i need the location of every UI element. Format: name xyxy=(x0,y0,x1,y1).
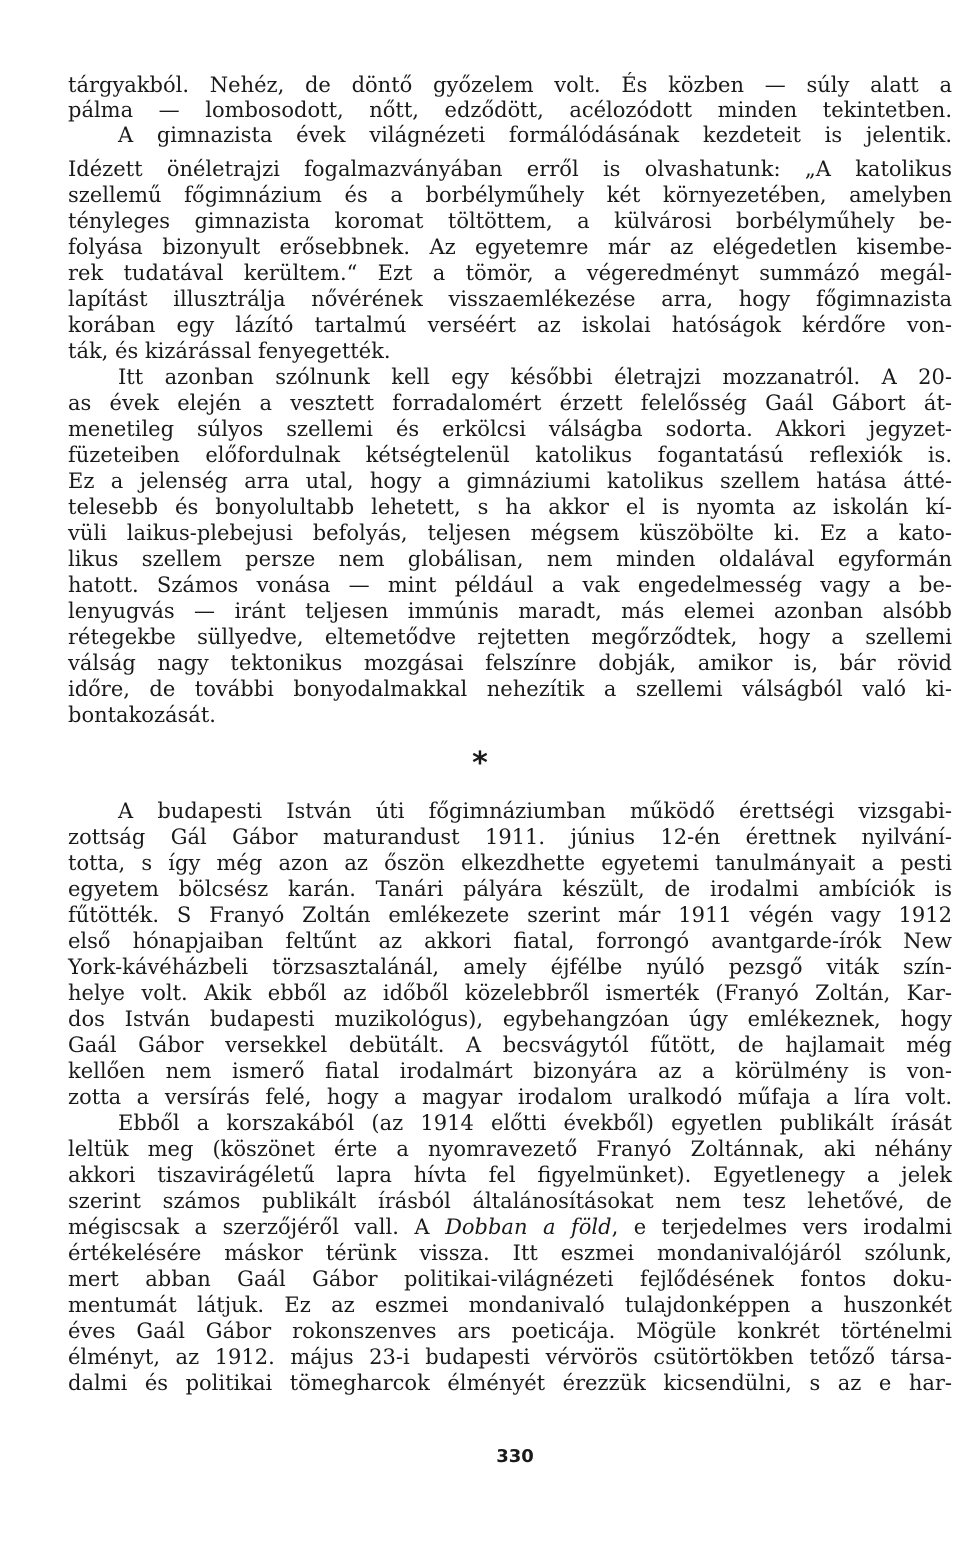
text-line: ták, és kizárással fenyegették. xyxy=(68,339,391,363)
text-line: dalmi és politikai tömegharcok élményét érezzük kicsendülni, s az e har- xyxy=(68,1371,952,1395)
text-line: tárgyakból. Nehéz, de döntő győzelem volt. És közben — súly alatt a xyxy=(68,73,952,97)
text-line: menetileg súlyos szellemi és erkölcsi válságba sodorta. Akkori jegyzet- xyxy=(68,417,952,441)
text-line: telesebb és bonyolultabb lehetett, s ha akkor el is nyomta az iskolán kí- xyxy=(68,495,952,519)
section-separator: * xyxy=(472,746,488,781)
text-line: hatott. Számos vonása — mint például a vak engedelmesség vagy a be- xyxy=(68,573,952,597)
poem-title: Dobban a föld xyxy=(445,1215,612,1239)
text-line: likus szellem persze nem globálisan, nem minden oldalával egyformán xyxy=(68,547,952,571)
text-line: A gimnazista évek világnézeti formálódásának kezdeteit is jelentik. xyxy=(118,123,952,147)
text-line: zotta a versírás felé, hogy a magyar irodalom uralkodó műfaja a líra volt. xyxy=(68,1085,952,1109)
text-line: totta, s így még azon az őszön elkezdhette egyetemi tanulmányait a pesti xyxy=(68,851,952,875)
text-line: mert abban Gaál Gábor politikai-világnézeti fejlődésének fontos doku- xyxy=(68,1267,952,1291)
text-line: vüli laikus-plebejusi befolyás, teljesen mégsem küszöbölte ki. Ez a kato- xyxy=(68,521,952,545)
text-line: bontakozását. xyxy=(68,703,216,727)
text-line: szerint számos publikált írásból általánosításokat nem tesz lehetővé, de xyxy=(68,1189,952,1213)
text-line: akkori tiszavirágéletű lapra hívta fel figyelmünket). Egyetlenegy a jelek xyxy=(68,1163,952,1187)
text-line: válság nagy tektonikus mozgásai felszínre dobják, amikor is, bár rövid xyxy=(68,651,952,675)
text-line: leltük meg (köszönet érte a nyomravezető Franyó Zoltánnak, aki néhány xyxy=(68,1137,952,1161)
text-line: éves Gaál Gábor rokonszenves ars poeticája. Mögüle konkrét történelmi xyxy=(68,1319,952,1343)
text-line: egyetem bölcsész karán. Tanári pályára készült, de irodalmi ambíciók is xyxy=(68,877,952,901)
text-line: értékelésére máskor térünk vissza. Itt eszmei mondanivalójáról szólunk, xyxy=(68,1241,952,1265)
text-line: lapítást illusztrálja nővérének visszaemlékezése arra, hogy főgimnazista xyxy=(68,287,952,311)
text-line: szellemű főgimnázium és a borbélyműhely két környezetében, amelyben xyxy=(68,183,952,207)
text-line: lenyugvás — iránt teljesen immúnis maradt, más elemei azonban alsóbb xyxy=(68,599,952,623)
text-line: Ez a jelenség arra utal, hogy a gimnáziumi katolikus szellem hatása átté- xyxy=(68,469,952,493)
text-line: korában egy lázító tartalmú verséért az iskolai hatóságok kérdőre von- xyxy=(68,313,952,337)
text-line: as évek elején a vesztett forradalomért érzett felelősség Gaál Gábort át- xyxy=(68,391,952,415)
text-line: Ebből a korszakából (az 1914 előtti évekből) egyetlen publikált írását xyxy=(118,1111,952,1135)
text-line: mentumát látjuk. Ez az eszmei mondanivaló tulajdonképpen a huszonkét xyxy=(68,1293,952,1317)
text-line: folyása bizonyult erősebbnek. Az egyetemre már az elégedetlen kisembe- xyxy=(68,235,952,259)
text-line: élményt, az 1912. május 23-i budapesti vérvörös csütörtökben tetőző társa- xyxy=(68,1345,952,1369)
text-line: időre, de további bonyodalmakkal nehezítik a szellemi válságból való ki- xyxy=(68,677,952,701)
text-line-with-title: mégiscsak a szerzőjéről vall. A Dobban a föld, e terjedelmes vers irodalmi xyxy=(68,1215,953,1239)
text-line: fűtötték. S Franyó Zoltán emlékezete szerint már 1911 végén vagy 1912 xyxy=(68,903,952,927)
text-line: pálma — lombosodott, nőtt, edződött, acélozódott minden tekintetben. xyxy=(68,98,952,122)
text-line: Idézett önéletrajzi fogalmazványában erről is olvashatunk: „A katolikus xyxy=(68,157,952,181)
text-line: helye volt. Akik ebből az időből közelebbről ismerték (Franyó Zoltán, Kar- xyxy=(68,981,952,1005)
text-line: Itt azonban szólnunk kell egy későbbi életrajzi mozzanatról. A 20- xyxy=(118,365,952,389)
text-line: kellően nem ismerő fiatal irodalmárt bizonyára az a körülmény is von- xyxy=(68,1059,952,1083)
page-number: 330 xyxy=(496,1446,534,1467)
text-line: Gaál Gábor versekkel debütált. A becsvágytól fűtött, de hajlamait még xyxy=(68,1033,952,1057)
text-line: első hónapjaiban feltűnt az akkori fiatal, forrongó avantgarde-írók New xyxy=(68,929,952,953)
text-line: tényleges gimnazista koromat töltöttem, a külvárosi borbélyműhely be- xyxy=(68,209,952,233)
text-line: York-kávéházbeli törzsasztalánál, amely éjfélbe nyúló pezsgő viták szín- xyxy=(68,955,952,979)
text-line: füzeteiben előfordulnak kétségtelenül katolikus fogantatású reflexiók is. xyxy=(68,443,952,467)
text-line: rek tudatával kerültem.“ Ezt a tömör, a végeredményt summázó megál- xyxy=(68,261,952,285)
text-line: A budapesti István úti főgimnáziumban működő érettségi vizsgabi- xyxy=(118,799,952,823)
text-line: rétegekbe süllyedve, eltemetődve rejtetten megőrződtek, hogy a szellemi xyxy=(68,625,952,649)
text-line: dos István budapesti muzikológus), egybehangzóan úgy emlékeznek, hogy xyxy=(68,1007,952,1031)
text-line: zottság Gál Gábor maturandust 1911. június 12-én érettnek nyilvání- xyxy=(68,825,952,849)
